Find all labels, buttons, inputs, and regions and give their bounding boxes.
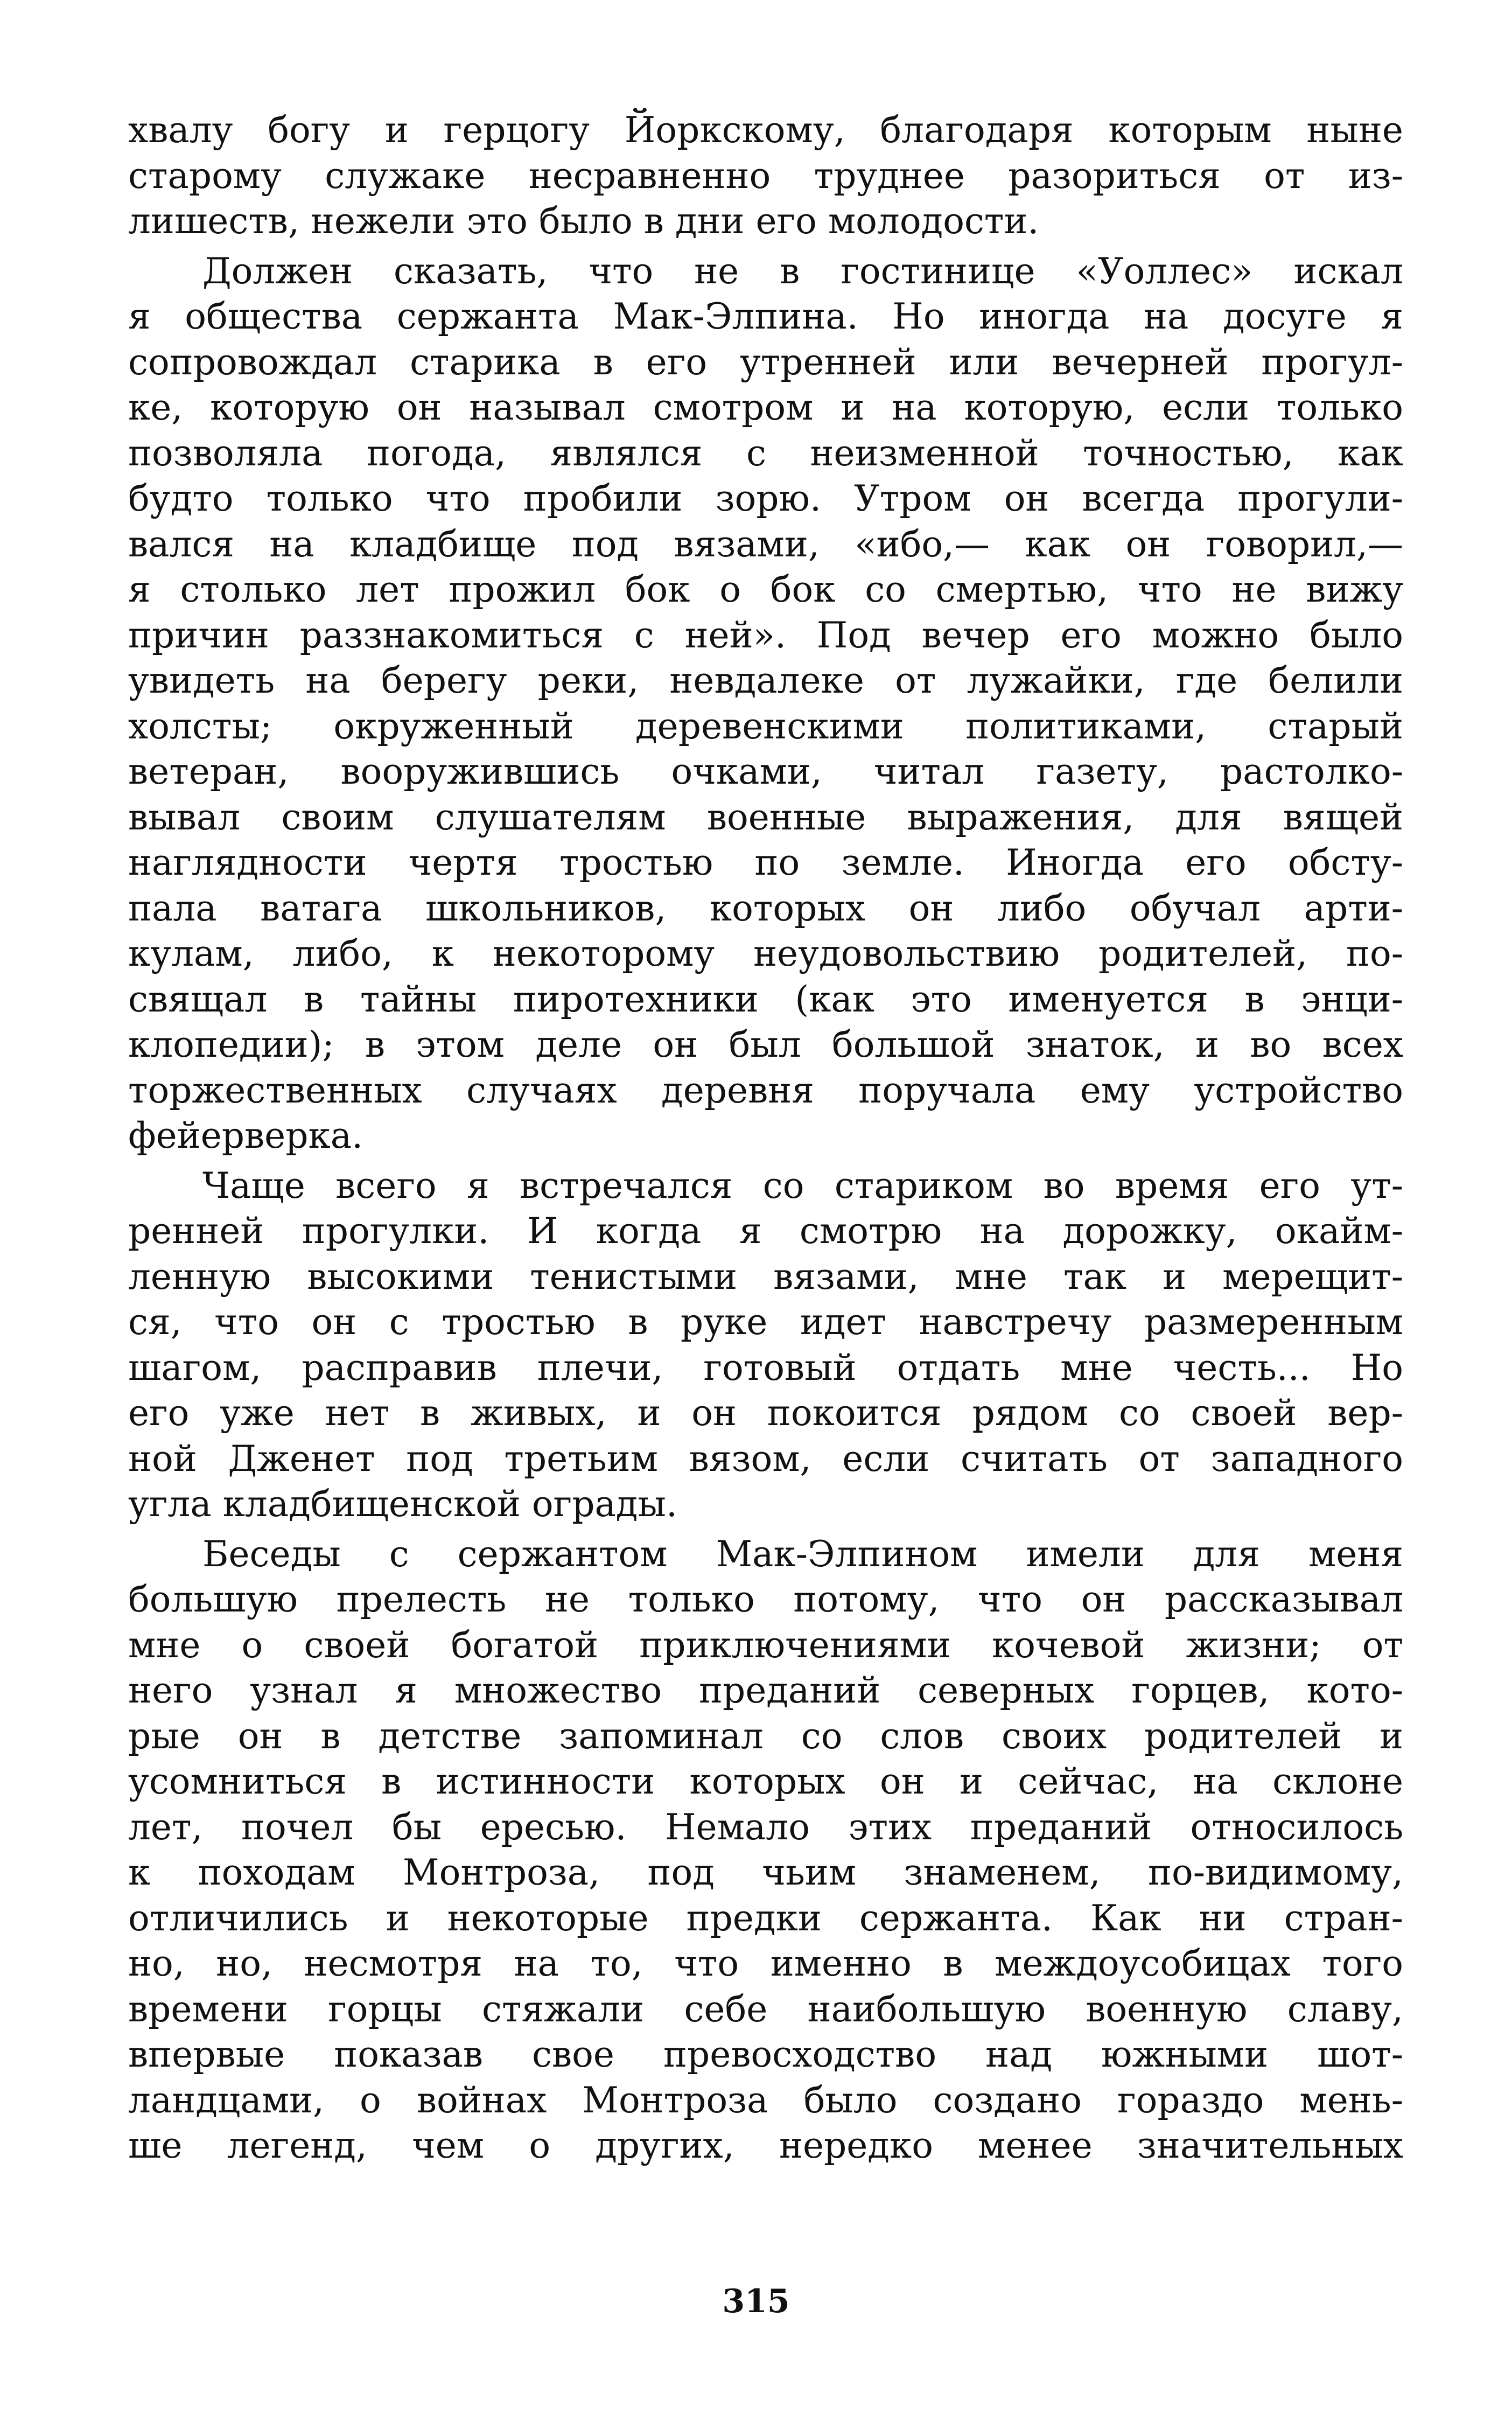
paragraph	[128, 1532, 1403, 2169]
text-line: впервые показав свое превосходство над южными шот-	[128, 2034, 1403, 2075]
text-line: к походам Монтроза, под чьим знаменем, по-видимому,	[128, 1852, 1403, 1893]
text-line: увидеть на берегу реки, невдалеке от лужайки, где белили	[128, 660, 1403, 701]
text-line: наглядности чертя тростью по земле. Иногда его обсту-	[128, 842, 1403, 883]
text-line: ветеран, вооружившись очками, читал газету, растолко-	[128, 751, 1403, 792]
text-line: торжественных случаях деревня поручала ему устройство	[128, 1069, 1403, 1111]
text-line: времени горцы стяжали себе наибольшую военную славу,	[128, 1988, 1403, 2030]
text-line: него узнал я множество преданий северных горцев, кото-	[128, 1670, 1403, 1711]
paragraph	[128, 108, 1403, 245]
text-line: вывал своим слушателям военные выражения, для вящей	[128, 796, 1403, 838]
text-line: я столько лет прожил бок о бок со смертью, что не вижу	[128, 569, 1403, 610]
text-line: рые он в детстве запоминал со слов своих родителей и	[128, 1715, 1403, 1757]
text-line: позволяла погода, являлся с неизменной точностью, как	[128, 432, 1403, 474]
text-line: лет, почел бы ересью. Немало этих преданий относилось	[128, 1806, 1403, 1848]
text-line: сопровождал старика в его утренней или вечерней прогул-	[128, 341, 1403, 383]
page-number: 315	[722, 2283, 790, 2320]
text-line: ландцами, о войнах Монтроза было создано гораздо мень-	[128, 2079, 1403, 2121]
text-line: лишеств, нежели это было в дни его молодости.	[128, 200, 1039, 242]
paragraph	[128, 249, 1403, 1159]
text-line: Чаще всего я встречался со стариком во время его ут-	[202, 1164, 1403, 1206]
text-line: пала ватага школьников, которых он либо обучал арти-	[128, 887, 1403, 929]
text-line: будто только что пробили зорю. Утром он всегда прогули-	[128, 478, 1403, 519]
text-line: я общества сержанта Мак-Элпина. Но иногда на досуге я	[128, 296, 1403, 337]
text-line: но, но, несмотря на то, что именно в междоусобицах того	[128, 1943, 1403, 1984]
text-line: старому служаке несравненно труднее разориться от из-	[128, 155, 1403, 197]
text-line: большую прелесть не только потому, что он рассказывал	[128, 1579, 1403, 1620]
text-line: вался на кладбище под вязами, «ибо,— как он говорил,—	[128, 523, 1403, 565]
text-line: отличились и некоторые предки сержанта. Как ни стран-	[128, 1897, 1403, 1939]
text-line: ной Дженет под третьим вязом, если считать от западного	[128, 1438, 1403, 1480]
text-line: шагом, расправив плечи, готовый отдать мне честь... Но	[128, 1346, 1403, 1389]
text-line: угла кладбищенской ограды.	[128, 1483, 677, 1525]
text-line: мне о своей богатой приключениями кочевой жизни; от	[128, 1624, 1403, 1666]
text-line: ке, которую он называл смотром и на которую, если только	[128, 387, 1403, 428]
text-line: кулам, либо, к некоторому неудовольствию родителей, по-	[128, 933, 1403, 974]
text-line: хвалу богу и герцогу Йоркскому, благодаря которым ныне	[128, 109, 1403, 151]
text-line: его уже нет в живых, и он покоится рядом со своей вер-	[128, 1392, 1403, 1434]
text-line: Должен сказать, что не в гостинице «Уоллес» искал	[202, 250, 1403, 292]
text-line: усомниться в истинности которых он и сейчас, на склоне	[128, 1761, 1403, 1802]
text-line: свящал в тайны пиротехники (как это именуется в энци-	[128, 978, 1403, 1020]
text-line: ренней прогулки. И когда я смотрю на дорожку, окайм-	[128, 1210, 1403, 1252]
text-line: Беседы с сержантом Мак-Элпином имели для меня	[202, 1533, 1403, 1575]
text-line: ше легенд, чем о других, нередко менее значительных	[128, 2125, 1403, 2166]
text-line: клопедии); в этом деле он был большой знаток, и во всех	[128, 1024, 1403, 1065]
text-line: причин раззнакомиться с ней». Под вечер его можно было	[128, 614, 1403, 656]
text-line: ленную высокими тенистыми вязами, мне так и мерещит-	[128, 1255, 1403, 1297]
paragraph	[128, 1163, 1403, 1527]
text-line: фейерверка.	[128, 1115, 363, 1156]
text-line: холсты; окруженный деревенскими политиками, старый	[128, 705, 1403, 747]
text-line: ся, что он с тростью в руке идет навстречу размеренным	[128, 1301, 1403, 1343]
body-text	[128, 108, 1403, 2169]
